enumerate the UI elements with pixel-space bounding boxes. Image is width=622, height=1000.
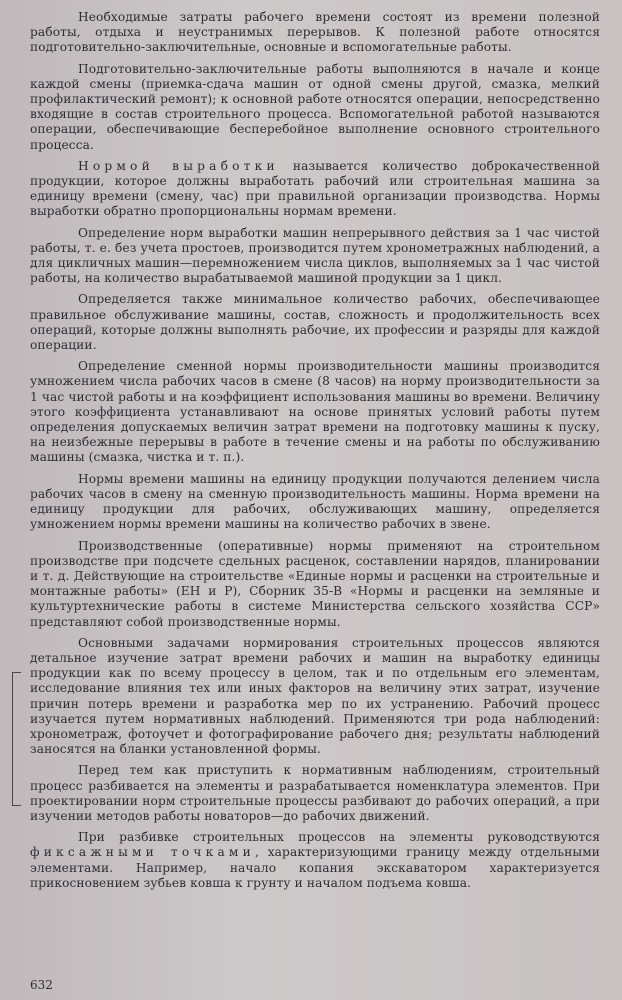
page-text — [30, 10, 600, 897]
term-output-norm: Нормой выработки — [78, 158, 279, 173]
paragraph-shift-norm: Определение сменной нормы производительности машины производится умножением числа рабочих часов в смене (8 часов) на норму производительности за 1 час чистой работы и на коэффициент использования машины во времени. Величину этого коэффициента устанавливают на основе принятых условий работы путем определения допускаемых величин затрат времени на подготовку машины к пуску, на неизбежные перерывы в работе в течение смены и на работы по обслуживанию машины (смазка, чистка и т. п.). — [30, 359, 600, 465]
paragraph-continuous-machines: Определение норм выработки машин непрерывного действия за 1 час чистой работы, т. е. без учета простоев, производится путем хронометражных наблюдений, а для цикличных машин—перемножением числа циклов, выполняемых за 1 час чистой работы, на количество вырабатываемой машиной продукции за 1 цикл. — [30, 225, 600, 286]
paragraph-time-norms: Нормы времени машины на единицу продукции получаются делением числа рабочих часов в смену на сменную производительность машины. Норма времени на единицу продукции для рабочих, обслуживающих машину, определяется умножением нормы времени машины на количество рабочих в звене. — [30, 471, 600, 532]
paragraph-preparatory-work: Подготовительно-заключительные работы выполняются в начале и конце каждой смены (приемка-сдача машин от одной смены другой, смазка, мелкий профилактический ремонт); к основной работе относятся операции, непосредственно входящие в состав строительного процесса. Вспомогательной работой называются операции, обеспечивающие бесперебойное выполнение основного строительного процесса. — [30, 61, 600, 152]
page-number: 632 — [30, 978, 53, 992]
term-fixing-points: фиксажными точками — [30, 845, 255, 860]
paragraph-normalization-tasks: Основными задачами нормирования строительных процессов являются детальное изучение затрат времени рабочих и машин на выработку единицы продукции как по всему процессу в целом, так и по отдельным его элементам, исследование влияния тех или иных факторов на величину этих затрат, изучение причин потерь времени и разработка мер по их устранению. Рабочий процесс изучается путем нормативных наблюдений. Применяются три рода наблюдений: хронометраж, фотоучет и фотографирование рабочего дня; результаты наблюдений заносятся на бланки установленной формы. — [30, 635, 600, 757]
paragraph-fixing-points — [30, 830, 600, 891]
paragraph-workers-count: Определяется также минимальное количество рабочих, обеспечивающее правильное обслуживание машины, состав, сложность и продолжительность всех операций, которые должны выполнять рабочие, их профессии и разряды для каждой операции. — [30, 292, 600, 353]
paragraph-production-norms: Производственные (оперативные) нормы применяют на строительном производстве при подсчете сдельных расценок, составлении нарядов, планировании и т. д. Действующие на строительстве «Единые нормы и расценки на строительные и монтажные работы» (ЕН и Р), Сборник 35-В «Нормы и расценки на земляные и культуртехнические работы в системе Министерства сельского хозяйства ССР» представляют собой производственные нормы. — [30, 538, 600, 629]
output-norm-definition: называется количество доброкачественной продукции, которое должны выработать рабочий или строительная машина за единицу времени (смену, час) при правильной организации производства. Нормы выработки обратно пропорциональны нормам времени. — [30, 158, 600, 219]
paragraph-output-norm — [30, 159, 600, 220]
fixing-points-definition: , характеризующими границу между отдельными элементами. Например, начало копания экскаватором характеризуется прикосновением зубьев ковша к грунту и началом подъема ковша. — [30, 845, 600, 890]
fixing-points-intro: При разбивке строительных процессов на элементы руководствуются — [78, 830, 600, 845]
paragraph-time-costs: Необходимые затраты рабочего времени состоят из времени полезной работы, отдыха и неустранимых перерывов. К полезной работе относятся подготовительно-заключительные, основные и вспомогательные работы. — [30, 10, 600, 55]
paragraph-elements-breakdown: Перед тем как приступить к нормативным наблюдениям, строительный процесс разбивается на элементы и разрабатывается номенклатура элементов. При проектировании норм строительные процессы разбивают до рабочих операций, а при изучении методов работы новаторов—до рабочих движений. — [30, 763, 600, 823]
margin-bracket-mark — [12, 672, 21, 806]
